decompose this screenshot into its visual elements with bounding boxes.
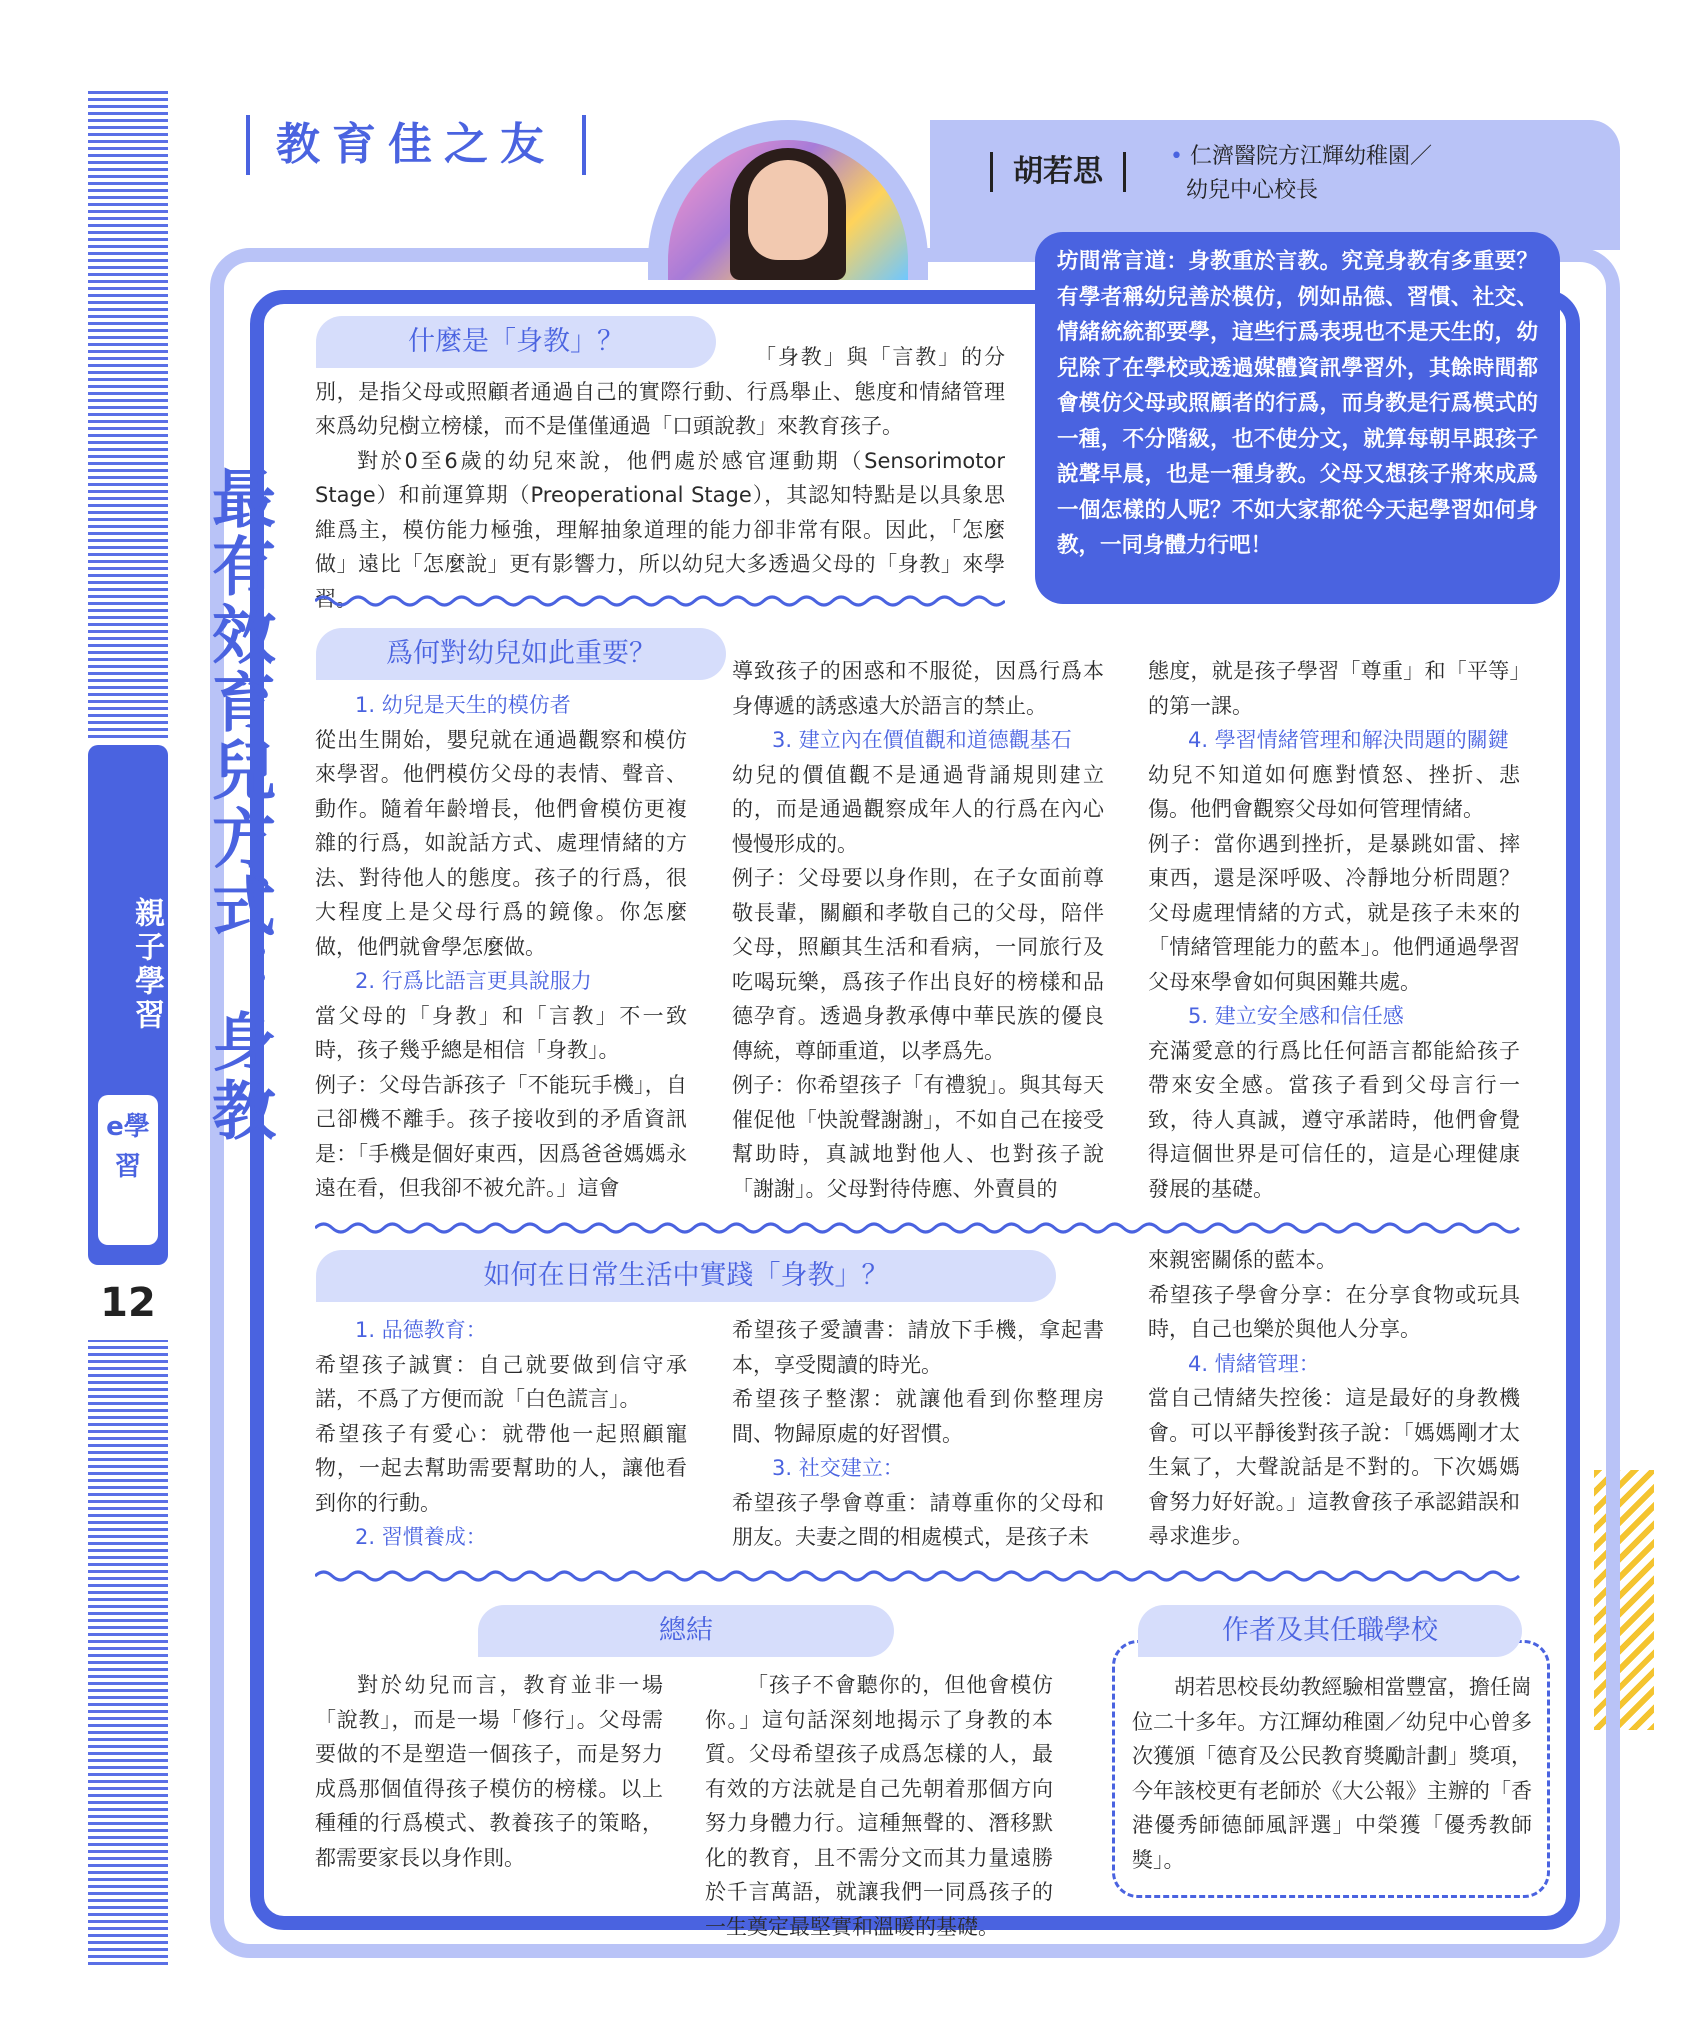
section3-col1: 1. 品德教育： 希望孩子誠實：自己就要做到信守承諾，不爲了方便而說「白色謊言」。 希望孩子有愛心：就帶他一起照顧寵物，一起去幫助需要幫助的人，讓他看到你的行動。 2. 習慣養成：: [315, 1318, 687, 1549]
section-heading-practice: 如何在日常生活中實踐「身教」？: [316, 1250, 1056, 1302]
divider-wave-2: [315, 1220, 1520, 1236]
author-info-text: 胡若思校長幼教經驗相當豐富，擔任崗位二十多年。方江輝幼稚園／幼兒中心曾多次獲頒「德育及公民教育獎勵計劃」獎項，今年該校更有老師於《大公報》主辦的「香港優秀師德師風評選」中榮獲「優秀教師獎」。: [1132, 1675, 1532, 1872]
section3-col3: 來親密關係的藍本。 希望孩子學會分享：在分享食物或玩具時，自己也樂於與他人分享。 4. 情緒管理： 當自己情緒失控後：這是最好的身教機會。可以平靜後對孩子說：「媽媽剛才太生氣了，大聲說話是不對的。下次媽媽會努力好好說。」這教會孩子承認錯誤和尋求進步。: [1148, 1248, 1520, 1548]
author-name: 胡若思: [990, 152, 1126, 192]
author-org: • 仁濟醫院方江輝幼稚園／ 幼兒中心校長: [1170, 144, 1432, 203]
bullet-icon: •: [1170, 144, 1190, 169]
section-heading-what-is: 什麼是「身教」？: [316, 316, 716, 368]
divider-wave-3: [315, 1568, 1520, 1584]
conclusion-col1: 對於幼兒而言，教育並非一場「說教」，而是一場「修行」。父母需要做的不是塑造一個孩子，而是努力成爲那個值得孩子模仿的榜樣。以上種種的行爲模式、教養孩子的策略，都需要家長以身作則。: [315, 1673, 663, 1870]
section-tab: [88, 745, 168, 1265]
section-heading-author: 作者及其任職學校: [1138, 1605, 1522, 1657]
section2-col1: 1. 幼兒是天生的模仿者 從出生開始，嬰兒就在通過觀察和模仿來學習。他們模仿父母的表情、聲音、動作。隨着年齡增長，他們會模仿更複雜的行爲，如說話方式、處理情緒的方法、對待他人的態度。孩子的行爲，很大程度上是父母行爲的鏡像。你怎麼做，他們就會學怎麼做。 2. 行爲比語言更具說服力 當父母的「身教」和「言教」不一致時，孩子幾乎總是相信「身教」。 例子：父母告訴孩子「不能玩手機」，自己卻機不離手。孩子接收到的矛盾資訊是：「手機是個好東西，因爲爸爸媽媽永遠在看，但我卻不被允許。」這會: [315, 693, 687, 1200]
section1-text: 「身教」與「言教」的分別，是指父母或照顧者通過自己的實際行動、行爲舉止、態度和情緒管理來爲幼兒樹立榜樣，而不是僅僅通過「口頭說教」來教育孩子。 對於0至6歲的幼兒來說，他們處於感官運動期（Sensorimotor Stage）和前運算期（Preoperational Stage），其認知特點是以具象思維爲主，模仿能力極強，理解抽象道理的能力卻非常有限。因此，「怎麼做」遠比「怎麼說」更有影響力，所以幼兒大多透過父母的「身教」來學習。: [315, 345, 1005, 611]
photo-face: [748, 160, 828, 260]
section2-col2: 導致孩子的困惑和不服從，因爲行爲本身傳遞的誘惑遠大於語言的禁止。 3. 建立內在價值觀和道德觀基石 幼兒的價值觀不是通過背誦規則建立的，而是通過觀察成年人的行爲在內心慢慢形成的。 例子：父母要以身作則，在子女面前尊敬長輩，關顧和孝敬自己的父母，陪伴父母，照顧其生活和看病，一同旅行及吃喝玩樂，爲孩子作出良好的榜樣和品德孕育。透過身教承傳中華民族的優良傳統，尊師重道，以孝爲先。 例子：你希望孩子「有禮貌」。與其每天催促他「快說聲謝謝」，不如自己在接受幫助時，真誠地對他人、也對孩子說「謝謝」。父母對待侍應、外賣員的: [732, 659, 1104, 1201]
left-stripe-top: [88, 88, 168, 738]
page-number: 12: [100, 1280, 156, 1326]
section3-col2: 希望孩子愛讀書：請放下手機，拿起書本，享受閱讀的時光。 希望孩子整潔：就讓他看到你整理房間、物歸原處的好習慣。 3. 社交建立： 希望孩子學會尊重：請尊重你的父母和朋友。夫妻之間的相處模式，是孩子未: [732, 1318, 1104, 1549]
section-heading-conclusion: 總結: [478, 1605, 894, 1657]
left-stripe-bottom: [88, 1340, 168, 1965]
conclusion-col2: 「孩子不會聽你的，但他會模仿你。」這句話深刻地揭示了身教的本質。父母希望孩子成爲怎樣的人，最有效的方法就是自己先朝着那個方向努力身體力行。這種無聲的、潛移默化的教育，且不需分文而其力量遠勝於千言萬語，就讓我們一同爲孩子的一生奠定最堅實和溫暖的基礎。: [705, 1673, 1053, 1939]
section-heading-why-important: 爲何對幼兒如此重要？: [316, 628, 726, 680]
column-title: 教育佳之友: [246, 115, 586, 175]
divider-wave-1: [315, 593, 1005, 609]
section-tab-label: 親子學習: [129, 897, 164, 1033]
main-title: 最有效育兒方式：身教: [201, 465, 275, 1145]
section2-col3: 態度，就是孩子學習「尊重」和「平等」的第一課。 4. 學習情緒管理和解決問題的關鍵 幼兒不知道如何應對憤怒、挫折、悲傷。他們會觀察父母如何管理情緒。 例子：當你遇到挫折，是暴跳如雷、摔東西，還是深呼吸、冷靜地分析問題？父母處理情緒的方式，就是孩子未來的「情緒管理能力的藍本」。他們通過學習父母來學會如何與困難共處。 5. 建立安全感和信任感 充滿愛意的行爲比任何語言都能給孩子帶來安全感。當孩子看到父母言行一致，待人真誠，遵守承諾時，他們會覺得這個世界是可信任的，這是心理健康發展的基礎。: [1148, 659, 1520, 1201]
intro-box: 坊間常言道：身教重於言教。究竟身教有多重要？有學者稱幼兒善於模仿，例如品德、習慣、社交、情緒統統都要學，這些行爲表現也不是天生的，幼兒除了在學校或透過媒體資訊學習外，其餘時間都會模仿父母或照顧者的行爲，而身教是行爲模式的一種，不分階級，也不使分文，就算每朝早跟孩子說聲早晨，也是一種身教。父母又想孩子將來成爲一個怎樣的人呢？不如大家都從今天起學習如何身教，一同身體力行吧！: [1035, 232, 1560, 604]
e-learning-logo-icon: e學習: [98, 1095, 158, 1245]
